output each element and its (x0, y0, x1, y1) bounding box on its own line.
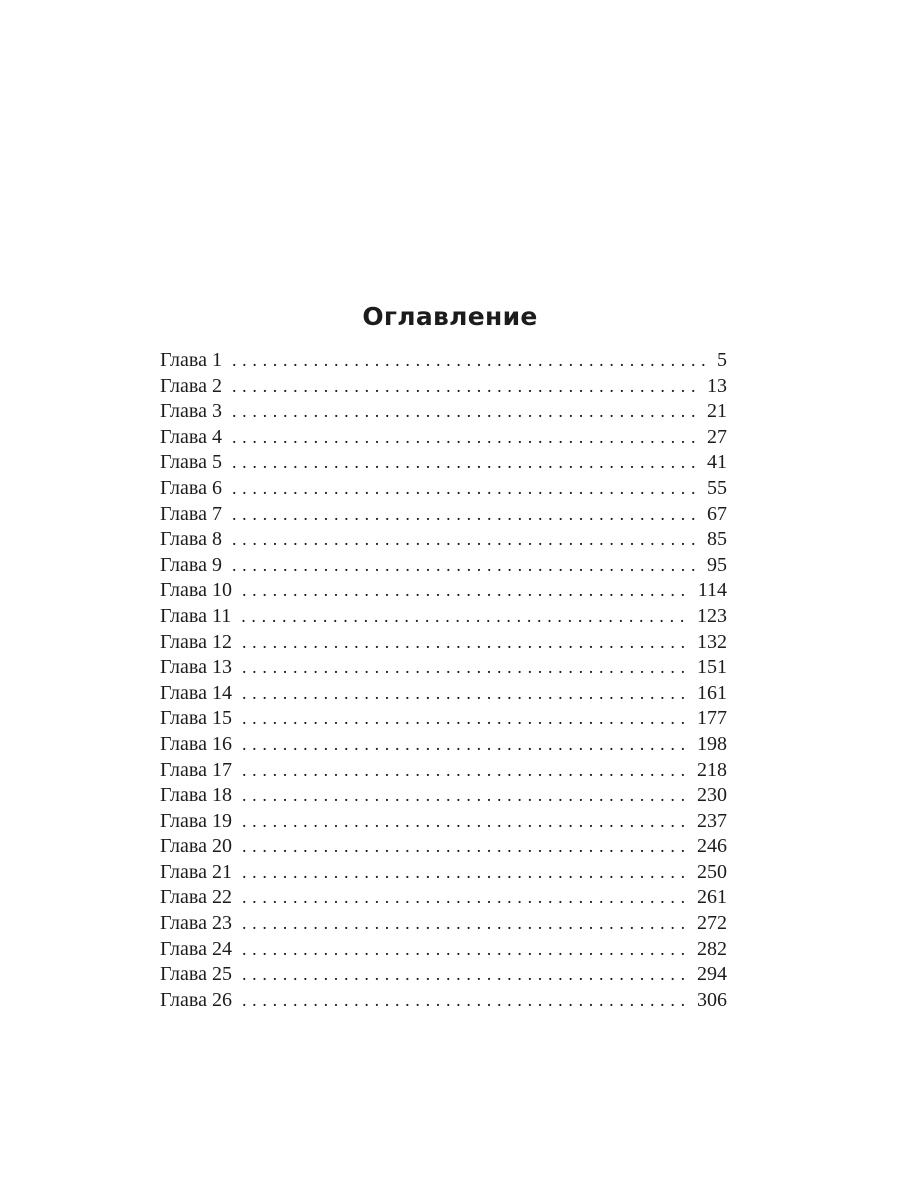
toc-entry-label: Глава 4 (160, 425, 222, 448)
toc-entry-page-number: 13 (707, 374, 727, 397)
dot-leader (242, 809, 687, 835)
toc-entry-label: Глава 12 (160, 630, 232, 653)
toc-entry-label: Глава 19 (160, 809, 232, 832)
toc-entry-page-number: 123 (697, 604, 727, 627)
toc-entry-label: Глава 21 (160, 860, 232, 883)
toc-entry[interactable] (160, 399, 727, 425)
toc-entry[interactable] (160, 758, 727, 784)
toc-entry[interactable] (160, 604, 727, 630)
toc-entry-page-number: 250 (697, 860, 727, 883)
toc-entry[interactable] (160, 706, 727, 732)
table-of-contents (160, 348, 727, 1013)
toc-entry-page-number: 272 (697, 912, 727, 935)
toc-entry-label: Глава 18 (160, 784, 232, 807)
toc-entry-page-number: 132 (697, 630, 727, 653)
toc-entry[interactable] (160, 988, 727, 1014)
toc-entry-page-number: 237 (697, 809, 727, 832)
toc-entry-label: Глава 8 (160, 528, 222, 551)
toc-entry-page-number: 218 (697, 758, 727, 781)
dot-leader (242, 578, 688, 604)
dot-leader (232, 553, 697, 579)
dot-leader (242, 937, 687, 963)
toc-entry-label: Глава 17 (160, 758, 232, 781)
toc-entry[interactable] (160, 655, 727, 681)
dot-leader (242, 681, 687, 707)
toc-entry-label: Глава 5 (160, 451, 222, 474)
toc-entry-label: Глава 24 (160, 937, 232, 960)
toc-entry-label: Глава 13 (160, 656, 232, 679)
toc-entry-label: Глава 15 (160, 707, 232, 730)
dot-leader (242, 758, 687, 784)
toc-entry[interactable] (160, 425, 727, 451)
dot-leader (232, 348, 707, 374)
toc-entry-label: Глава 22 (160, 886, 232, 909)
toc-entry-label: Глава 14 (160, 681, 232, 704)
dot-leader (232, 374, 697, 400)
toc-entry-page-number: 27 (707, 425, 727, 448)
dot-leader (232, 502, 697, 528)
toc-entry[interactable] (160, 450, 727, 476)
toc-entry-page-number: 161 (697, 681, 727, 704)
dot-leader (242, 655, 687, 681)
toc-entry-page-number: 246 (697, 835, 727, 858)
toc-entry-label: Глава 11 (160, 604, 232, 627)
toc-entry[interactable] (160, 348, 727, 374)
toc-entry[interactable] (160, 732, 727, 758)
toc-entry[interactable] (160, 553, 727, 579)
toc-entry-page-number: 21 (707, 400, 727, 423)
dot-leader (232, 450, 697, 476)
toc-entry-label: Глава 16 (160, 732, 232, 755)
toc-entry-page-number: 198 (697, 732, 727, 755)
dot-leader (232, 527, 697, 553)
toc-entry-label: Глава 20 (160, 835, 232, 858)
dot-leader (232, 425, 697, 451)
toc-entry-page-number: 55 (707, 476, 727, 499)
dot-leader (242, 783, 687, 809)
toc-entry[interactable] (160, 681, 727, 707)
toc-entry[interactable] (160, 502, 727, 528)
toc-entry-page-number: 306 (697, 988, 727, 1011)
dot-leader (242, 834, 687, 860)
dot-leader (242, 885, 687, 911)
toc-entry[interactable] (160, 937, 727, 963)
toc-entry-label: Глава 6 (160, 476, 222, 499)
toc-entry-label: Глава 3 (160, 400, 222, 423)
dot-leader (232, 399, 697, 425)
toc-entry-label: Глава 2 (160, 374, 222, 397)
toc-entry-page-number: 67 (707, 502, 727, 525)
toc-entry-label: Глава 7 (160, 502, 222, 525)
toc-entry-label: Глава 10 (160, 579, 232, 602)
toc-entry-page-number: 95 (707, 553, 727, 576)
toc-entry-label: Глава 26 (160, 988, 232, 1011)
dot-leader (232, 476, 697, 502)
dot-leader (242, 732, 687, 758)
toc-entry-page-number: 261 (697, 886, 727, 909)
toc-entry-page-number: 177 (697, 707, 727, 730)
dot-leader (242, 911, 687, 937)
toc-entry[interactable] (160, 809, 727, 835)
toc-entry-page-number: 151 (697, 656, 727, 679)
toc-entry[interactable] (160, 527, 727, 553)
toc-entry-page-number: 41 (707, 451, 727, 474)
toc-entry-page-number: 282 (697, 937, 727, 960)
toc-entry-page-number: 294 (697, 963, 727, 986)
dot-leader (242, 962, 687, 988)
toc-entry[interactable] (160, 630, 727, 656)
toc-entry-page-number: 5 (717, 349, 727, 371)
toc-entry[interactable] (160, 783, 727, 809)
dot-leader (242, 988, 687, 1014)
toc-entry-label: Глава 9 (160, 553, 222, 576)
toc-entry-page-number: 85 (707, 528, 727, 551)
toc-entry-label: Глава 25 (160, 963, 232, 986)
toc-entry[interactable] (160, 962, 727, 988)
toc-entry[interactable] (160, 885, 727, 911)
toc-entry[interactable] (160, 834, 727, 860)
dot-leader (241, 604, 687, 630)
dot-leader (242, 630, 687, 656)
toc-entry[interactable] (160, 860, 727, 886)
dot-leader (242, 706, 687, 732)
toc-entry[interactable] (160, 911, 727, 937)
toc-entry-label: Глава 23 (160, 912, 232, 935)
toc-entry[interactable] (160, 374, 727, 400)
dot-leader (242, 860, 687, 886)
page-title: Оглавление (362, 302, 538, 331)
toc-entry[interactable] (160, 476, 727, 502)
toc-entry[interactable] (160, 578, 727, 604)
toc-entry-page-number: 114 (697, 579, 727, 602)
toc-entry-page-number: 230 (697, 784, 727, 807)
toc-entry-label: Глава 1 (160, 349, 222, 371)
